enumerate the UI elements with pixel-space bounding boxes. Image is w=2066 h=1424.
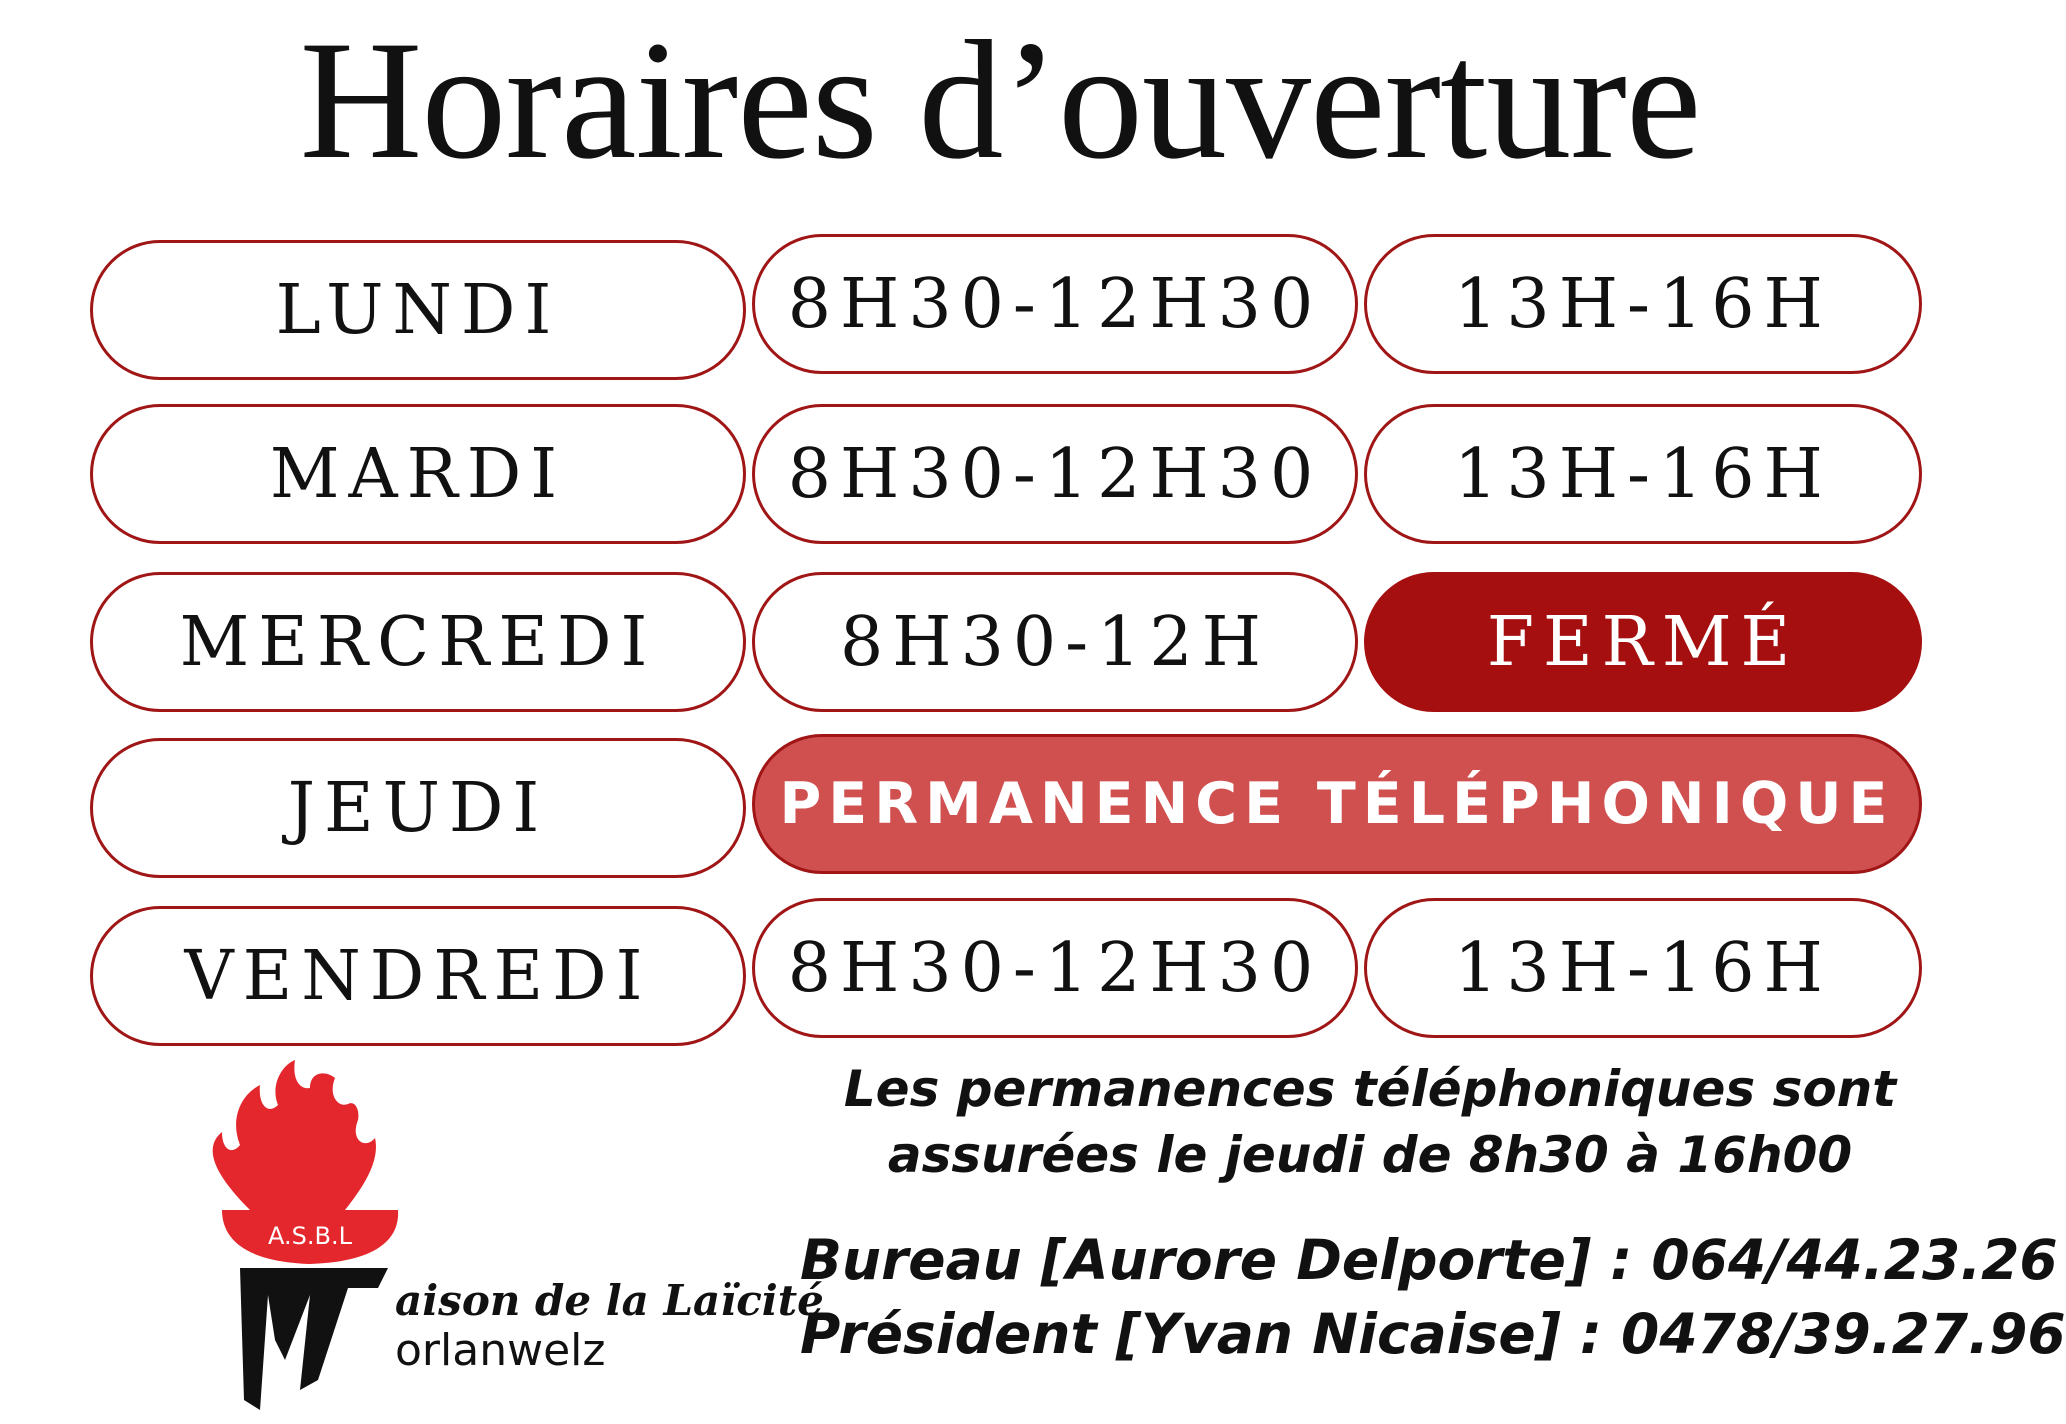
day-wednesday: MERCREDI <box>90 572 746 712</box>
note-line-1: Les permanences téléphoniques sont <box>843 1060 1897 1118</box>
flame-icon <box>213 1060 376 1210</box>
logo-name-line-2: orlanwelz <box>395 1325 606 1376</box>
asbl-badge-text: A.S.B.L <box>268 1222 352 1250</box>
maison-laicite-logo <box>160 1060 824 1410</box>
day-monday: LUNDI <box>90 240 746 380</box>
note-line-2: assurées le jeudi de 8h30 à 16h00 <box>887 1126 1853 1184</box>
day-friday: VENDREDI <box>90 906 746 1046</box>
wednesday-closed-badge: FERMÉ <box>1364 572 1922 712</box>
day-tuesday: MARDI <box>90 404 746 544</box>
contact-bureau: Bureau [Aurore Delporte] : 064/44.23.26 <box>800 1228 2058 1292</box>
phone-service-note <box>800 1056 1940 1188</box>
tuesday-morning-hours: 8H30-12H30 <box>752 404 1358 544</box>
tuesday-afternoon-hours: 13H-16H <box>1364 404 1922 544</box>
monday-morning-hours: 8H30-12H30 <box>752 234 1358 374</box>
day-thursday: JEUDI <box>90 738 746 878</box>
logo-name-line-1: aison de la Laïcité <box>395 1276 824 1325</box>
contact-president: Président [Yvan Nicaise] : 0478/39.27.96 <box>800 1302 2066 1366</box>
thursday-phone-service-badge: PERMANENCE TÉLÉPHONIQUE <box>752 734 1922 874</box>
page-title: Horaires d’ouverture <box>299 6 1701 194</box>
friday-morning-hours: 8H30-12H30 <box>752 898 1358 1038</box>
wednesday-morning-hours: 8H30-12H <box>752 572 1358 712</box>
torch-handle-icon <box>240 1268 388 1410</box>
monday-afternoon-hours: 13H-16H <box>1364 234 1922 374</box>
friday-afternoon-hours: 13H-16H <box>1364 898 1922 1038</box>
